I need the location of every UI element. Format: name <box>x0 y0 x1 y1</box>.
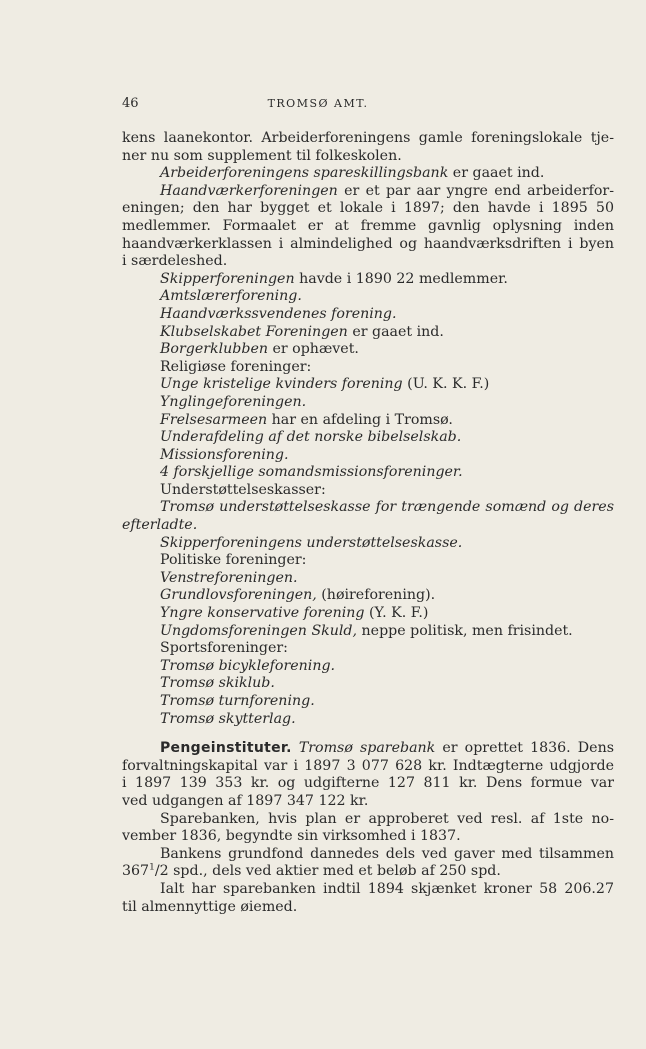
text-line <box>122 675 614 693</box>
text-run: er gaaet ind. <box>347 323 444 340</box>
text-run: (U. K. K. F.) <box>402 376 490 393</box>
text-run: Bankens grundfond dannedes dels ved gaver med tilsammen <box>160 845 614 862</box>
text-run: /2 spd., dels ved aktier med et beløb af 250 spd. <box>154 863 501 880</box>
text-line <box>122 775 614 793</box>
text-line <box>122 412 614 430</box>
text-run: vember 1836, begyndte sin virksomhed i 1837. <box>122 828 461 845</box>
text-run: ved udgangen af 1897 347 122 kr. <box>122 792 369 809</box>
page-number: 46 <box>122 96 139 111</box>
text-line <box>122 130 614 148</box>
italic-name: Haandværkssvendenes forening. <box>160 305 397 322</box>
text-line <box>122 811 614 829</box>
text-run: (Y. K. F.) <box>364 605 429 622</box>
text-run: Understøttelseskasser: <box>160 481 326 498</box>
text-line <box>122 236 614 254</box>
text-line <box>122 165 614 183</box>
text-line <box>122 899 614 917</box>
text-run: Politiske foreninger: <box>160 552 307 569</box>
text-run: haandværkerklassen i almindelighed og haandværksdriften i byen <box>122 235 614 252</box>
text-run: medlemmer. Formaalet er at fremme gavnlig oplysning inden <box>122 217 614 234</box>
text-line <box>122 623 614 641</box>
section-heading: Pengeinstituter. <box>160 740 292 757</box>
text-line <box>122 200 614 218</box>
text-line <box>122 740 614 758</box>
italic-name: Skipperforeningen <box>160 270 295 287</box>
italic-name: Amtslærerforening. <box>160 288 302 305</box>
italic-name: Haandværkerforeningen <box>160 182 338 199</box>
text-run: har en afdeling i Tromsø. <box>267 411 453 428</box>
body-text <box>122 130 614 916</box>
text-line <box>122 640 614 658</box>
italic-name: Tromsø bicykleforening. <box>160 657 336 674</box>
italic-name: 4 forskjellige somandsmissionsforeninger. <box>160 464 463 481</box>
page-header <box>122 96 514 116</box>
text-line <box>122 846 614 864</box>
italic-name: Skipperforeningens understøttelseskasse. <box>160 534 463 551</box>
text-run: i særdeleshed. <box>122 253 228 270</box>
text-run: Sportsforeninger: <box>160 640 288 657</box>
italic-name: Ynglingeforeningen. <box>160 393 307 410</box>
text-run: i 1897 139 353 kr. og udgifterne 127 811 kr. Dens formue var <box>122 775 614 792</box>
text-run: er oprettet 1836. Dens <box>435 740 614 757</box>
text-line <box>122 658 614 676</box>
text-line <box>122 552 614 570</box>
text-line <box>122 881 614 899</box>
text-line <box>122 570 614 588</box>
text-run: 1 <box>149 863 155 873</box>
running-title: TROMSØ AMT. <box>267 97 369 110</box>
text-run: havde i 1890 22 medlemmer. <box>294 270 508 287</box>
text-line <box>122 693 614 711</box>
text-line <box>122 148 614 166</box>
italic-name: Tromsø understøttelseskasse for trængende somænd og deres <box>160 499 614 516</box>
text-line <box>122 271 614 289</box>
italic-name: Missionsforening. <box>160 446 289 463</box>
text-line <box>122 394 614 412</box>
text-run: forvaltningskapital var i 1897 3 077 628 kr. Indtægterne udgjorde <box>122 757 614 774</box>
text-run: Sparebanken, hvis plan er approberet ved resl. af 1ste no- <box>160 810 614 827</box>
text-line <box>122 359 614 377</box>
italic-name: Yngre konservative forening <box>160 605 365 622</box>
italic-name: Tromsø sparebank <box>298 740 436 757</box>
italic-name: Venstreforeningen. <box>160 569 298 586</box>
text-run: kens laanekontor. Arbeiderforeningens gamle foreningslokale tje- <box>122 130 614 146</box>
text-line <box>122 429 614 447</box>
text-run: er ophævet. <box>267 341 359 358</box>
text-line <box>122 183 614 201</box>
italic-name: Klubselskabet Foreningen <box>160 323 348 340</box>
text-run: eningen; den har bygget et lokale i 1897; den havde i 1895 50 <box>122 200 614 217</box>
text-run: er gaaet ind. <box>448 165 545 182</box>
italic-name: Unge kristelige kvinders forening <box>160 376 403 393</box>
text-line <box>122 253 614 271</box>
italic-name: Tromsø skytterlag. <box>160 710 296 727</box>
text-line <box>122 863 614 881</box>
text-line <box>122 447 614 465</box>
text-line <box>122 535 614 553</box>
text-line <box>122 758 614 776</box>
text-line <box>122 828 614 846</box>
italic-name: Ungdomsforeningen Skuld, <box>160 622 358 639</box>
text-run: ner nu som supplement til folkeskolen. <box>122 147 402 164</box>
text-run: 367 <box>122 863 150 880</box>
text-line <box>122 711 614 729</box>
text-line <box>122 464 614 482</box>
text-run: (høireforening). <box>316 587 436 604</box>
text-line <box>122 341 614 359</box>
text-line <box>122 324 614 342</box>
text-line <box>122 793 614 811</box>
text-run <box>292 740 299 756</box>
text-line <box>122 306 614 324</box>
text-line <box>122 482 614 500</box>
text-run: er et par aar yngre end arbeiderfor- <box>337 182 614 199</box>
italic-name: Tromsø skiklub. <box>160 675 275 692</box>
text-line <box>122 587 614 605</box>
italic-name: Borgerklubben <box>160 341 268 358</box>
text-line <box>122 218 614 236</box>
text-line <box>122 499 614 517</box>
italic-name: Arbeiderforeningens spareskillingsbank <box>160 165 449 182</box>
text-line <box>122 288 614 306</box>
text-line <box>122 517 614 535</box>
text-run: neppe politisk, men frisindet. <box>357 622 573 639</box>
text-run: til almennyttige øiemed. <box>122 898 298 915</box>
text-line <box>122 376 614 394</box>
italic-name: Frelsesarmeen <box>160 411 268 428</box>
italic-name: Grundlovsforeningen, <box>160 587 317 604</box>
italic-name: Underafdeling af det norske bibelselskab. <box>160 429 462 446</box>
italic-name: Tromsø turnforening. <box>160 693 315 709</box>
italic-name: efterladte. <box>122 517 198 534</box>
text-line <box>122 605 614 623</box>
paragraph-gap <box>122 728 614 740</box>
text-run: Religiøse foreninger: <box>160 358 312 375</box>
text-run: Ialt har sparebanken indtil 1894 skjænket kroner 58 206.27 <box>160 880 614 897</box>
